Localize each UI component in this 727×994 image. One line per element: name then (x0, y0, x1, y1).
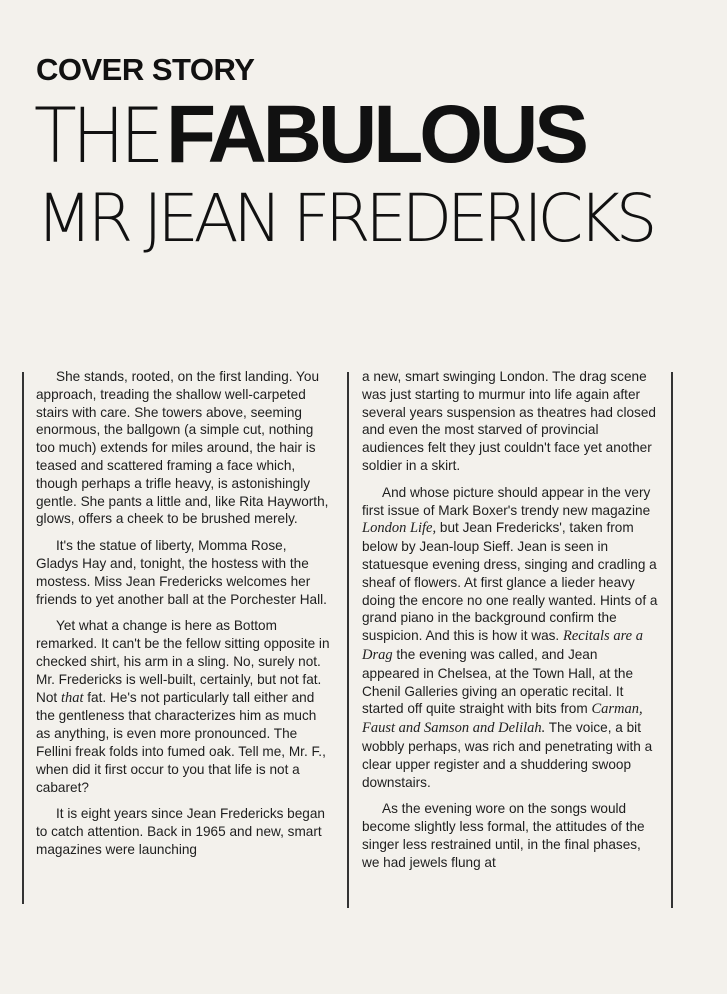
paragraph: It is eight years since Jean Fredericks began to catch attention. Back in 1965 and new, smart magazines were launching (36, 806, 325, 857)
headline-the: THE (34, 91, 160, 180)
paragraph: As the evening wore on the songs would become slightly less formal, the attitudes of the singer less restrained until, in the final phases, we had jewels flung at (362, 801, 645, 870)
italic-run: Recitals are a Drag (362, 628, 643, 663)
headline-fabulous: FABULOUS (166, 89, 585, 180)
section-kicker: COVER STORY (36, 52, 255, 87)
italic-run: that (60, 689, 84, 706)
text-run: fat. He's not particularly tall either and the gentleness that characterizes him as much as anything, is even more pronounced. The Fellini freak folds into fumed oak. Tell me, Mr. F., when did it first occur to you that life is not a cabaret? (36, 689, 326, 795)
paragraph: It's the statue of liberty, Momma Rose, Gladys Hay and, tonight, the hostess with the mostess. Miss Jean Fredericks welcomes her friends to yet another ball at the Porchester Hall. (36, 538, 327, 607)
column-rule-right (671, 372, 673, 908)
text-run: The voice, a bit wobbly perhaps, was rich and penetrating with a clear upper register and a shuddering swoop downstairs. (362, 720, 653, 790)
text-run: Yet what a change is here as Bottom remarked. It can't be the fellow sitting opposite in checked shirt, his arm in a sling. No, surely not. Mr. Fredericks is well-built, certainly, but not fat. Not (36, 618, 330, 705)
column-rule-left (22, 372, 24, 904)
paragraph (362, 484, 658, 792)
headline-line-1 (34, 89, 585, 180)
text-run: And whose picture should appear in the very first issue of Mark Boxer's trendy new magazine (362, 484, 651, 518)
paragraph: a new, smart swinging London. The drag scene was just starting to murmur into life again after several years suspension as theatres had closed and even the most starved of provincial audiences felt they just couldn't face yet another soldier in a skirt. (362, 369, 656, 473)
italic-run: Carman, Faust and Samson and Delilah. (362, 701, 643, 737)
headline-line-2: MR JEAN FREDERICKS (36, 180, 653, 257)
article-column-left (36, 368, 332, 868)
paragraph (36, 617, 332, 796)
article-column-right (362, 368, 658, 881)
paragraph: She stands, rooted, on the first landing. You approach, treading the shallow well-carpeted stairs with care. She towers above, seeming enormous, the ballgown (a simple cut, nothing too much) extends for miles around, the hair is teased and scattered framing a face which, though perhaps a trifle heavy, is astonishingly gentle. She pants a little and, like Rita Hayworth, glows, offers a cheek to be brushed merely. (36, 369, 329, 527)
italic-run: London Life, (362, 520, 437, 537)
column-rule-middle (347, 372, 349, 908)
text-run: the evening was called, and Jean appeared in Chelsea, at the Town Hall, at the Chenil Galleries giving an operatic recital. It started off quite straight with bits from (362, 646, 634, 717)
text-run: but Jean Fredericks', taken from below by Jean-loup Sieff. Jean is seen in statuesque evening dress, singing and cradling a sheaf of flowers. At first glance a lieder heavy doing the encore no one really wanted. Hints of a grand piano in the background confirm the suspicion. And this is how it was. (362, 520, 658, 644)
